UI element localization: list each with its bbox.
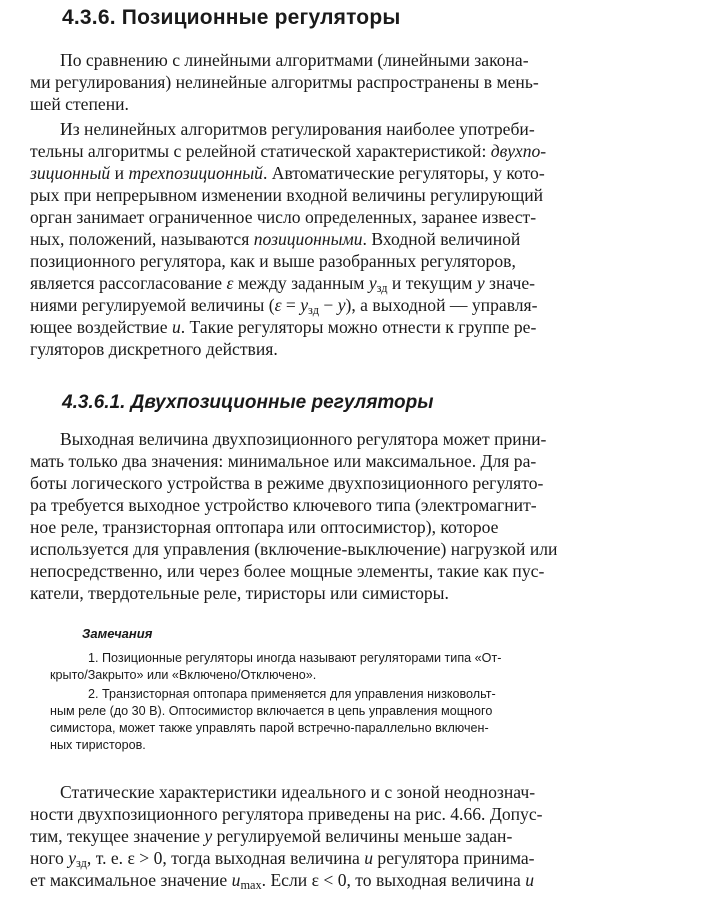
paragraph-line: Выходная величина двухпозиционного регулятора может прини- <box>60 429 547 449</box>
notes-title: Замечания <box>82 626 153 641</box>
note-line: симистора, может также управлять парой встречно-параллельно включен- <box>50 721 489 735</box>
section-heading: 4.3.6. Позиционные регуляторы <box>62 6 401 29</box>
paragraph-line: тим, текущее значение y регулируемой величины меньше задан- <box>30 826 513 846</box>
note-line: 2. Транзисторная оптопара применяется для управления низковольт- <box>88 687 496 701</box>
paragraph-line: Из нелинейных алгоритмов регулирования наиболее употреби- <box>60 119 535 139</box>
paragraph-line: боты логического устройства в режиме двухпозиционного регулято- <box>30 473 544 493</box>
paragraph-line: мать только два значения: минимальное или максимальное. Для ра- <box>30 451 537 471</box>
paragraph-line: непосредственно, или через более мощные элементы, такие как пус- <box>30 561 545 581</box>
paragraph-line: ра требуется выходное устройство ключевого типа (электромагнит- <box>30 495 537 515</box>
paragraph-line: ющее воздействие u. Такие регуляторы можно отнести к группе ре- <box>30 317 537 337</box>
paragraph-line: ного $y_{зд}$, т. е. ε > 0, тогда выходная величина u регулятора принима- <box>30 848 535 870</box>
note-line: ным реле (до 30 В). Оптосимистор включается в цепь управления мощного <box>50 704 493 718</box>
note-line: 1. Позиционные регуляторы иногда называют регуляторами типа «От- <box>88 651 502 665</box>
paragraph-line: является рассогласование ε между заданным $y_{зд}$ и текущим y значе- <box>30 273 536 295</box>
paragraph-line: позиционного регулятора, как и выше разобранных регуляторов, <box>30 251 516 271</box>
note-line: крыто/Закрыто» или «Включено/Отключено». <box>50 668 317 682</box>
paragraph-line: шей степени. <box>30 94 129 114</box>
paragraph-line: ных, положений, называются позиционными. Входной величиной <box>30 229 521 249</box>
paragraph-line: ное реле, транзисторная оптопара или оптосимистор), которое <box>30 517 499 537</box>
paragraph-line: ниями регулируемой величины $(\varepsilon = y_{зд} - y)$, а выходной — управля- <box>30 295 538 317</box>
paragraph-line: По сравнению с линейными алгоритмами (линейными закона- <box>60 50 529 70</box>
paragraph-line: используется для управления (включение-выключение) нагрузкой или <box>30 539 558 559</box>
paragraph-line: зиционный и трехпозиционный. Автоматические регуляторы, у кото- <box>30 163 545 183</box>
note-line: ных тиристоров. <box>50 738 146 752</box>
paragraph-line: Статические характеристики идеального и с зоной неоднознач- <box>60 782 536 802</box>
paragraph-line: ет максимальное значение $u_{max}$. Если ε < 0, то выходная величина u <box>30 870 535 892</box>
paragraph-line: рых при непрерывном изменении входной величины регулирующий <box>30 185 544 205</box>
paragraph-line: гуляторов дискретного действия. <box>30 339 278 359</box>
paragraph-line: катели, твердотельные реле, тиристоры или симисторы. <box>30 583 449 603</box>
subsection-heading: 4.3.6.1. Двухпозиционные регуляторы <box>62 392 434 413</box>
paragraph-line: ности двухпозиционного регулятора приведены на рис. 4.66. Допус- <box>30 804 543 824</box>
paragraph-line: тельны алгоритмы с релейной статической характеристикой: двухпо- <box>30 141 547 161</box>
paragraph-line: ми регулирования) нелинейные алгоритмы распространены в мень- <box>30 72 539 92</box>
paragraph-line: орган занимает ограниченное число определенных, заранее извест- <box>30 207 537 227</box>
